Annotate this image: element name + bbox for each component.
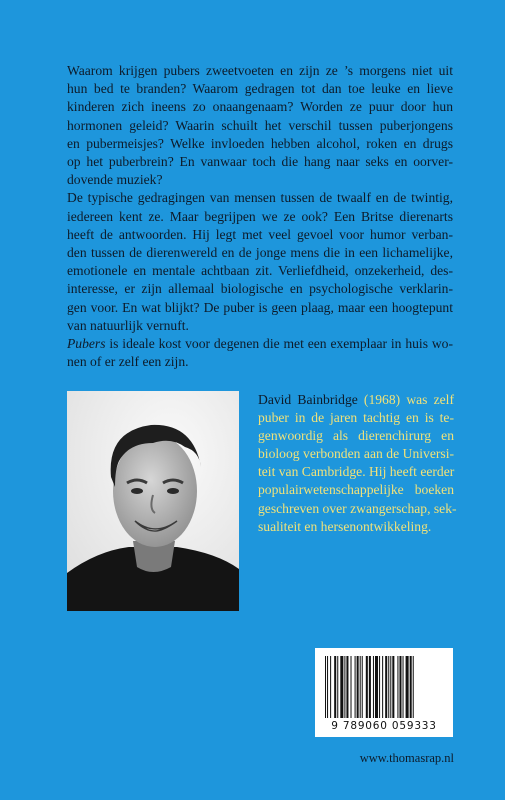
blurb-paragraph-1 [67, 62, 453, 189]
isbn-barcode [315, 648, 453, 737]
barcode-bar [366, 656, 368, 718]
isbn-number: 9 789060 059333 [331, 720, 437, 732]
barcode-bar [390, 656, 391, 718]
blurb-line: dovende muziek? [67, 172, 163, 188]
barcode-bar [403, 656, 404, 718]
barcode-bar [410, 656, 412, 718]
author-portrait-image [67, 391, 239, 611]
barcode-bar [385, 656, 387, 718]
blurb-line: nen of er zelf een zijn. [67, 354, 189, 370]
blurb-text: is ideale kost voor degenen die met een exemplaar in huis wo- [105, 336, 453, 352]
barcode-bars [325, 656, 443, 718]
barcode-bar [373, 656, 374, 718]
barcode-bar [406, 656, 409, 718]
barcode-bar [379, 656, 380, 718]
blurb-line: interesse, er zijn allemaal biologische en psychologische verklarin- [67, 281, 453, 297]
barcode-bar [362, 656, 363, 718]
bio-line: populairwetenschappelijke boeken [258, 482, 454, 498]
barcode-bar [399, 656, 401, 718]
blurb-line: De typische gedragingen van mensen tussen de twaalf en de twintig, [67, 190, 453, 206]
barcode-bar [351, 656, 352, 718]
barcode-bar [388, 656, 389, 718]
barcode-bar [344, 656, 345, 718]
blurb-line: emotionele en mentale achtbaan zit. Verliefdheid, onzekerheid, des- [67, 263, 453, 279]
bio-line: puber in de jaren tachtig en is te- [258, 410, 454, 426]
author-bio [258, 391, 457, 536]
bio-text: (1968) was zelf [357, 392, 454, 407]
bio-line [258, 391, 454, 409]
blurb-line: hun bed te branden? Waarom gedragen tot dan toe leuke en lieve [67, 81, 453, 97]
blurb-line: gen voor. En wat blijkt? De puber is geen plaag, maar een hoogtepunt [67, 299, 453, 315]
author-photo [67, 391, 239, 611]
blurb-line: hormonen geleid? Waarin schuilt het verschil tussen puberjongens [67, 117, 453, 133]
bio-line: geschreven over zwangerschap, sek- [258, 500, 457, 516]
blurb-paragraph-2 [67, 189, 453, 335]
blurb-line: Waarom krijgen pubers zweetvoeten en zijn ze ’s morgens niet uit [67, 63, 453, 78]
barcode-bar [340, 656, 343, 718]
blurb-line: iedereen kent ze. Maar begrijpen we ze ook? Een Britse dierenarts [67, 208, 453, 224]
book-title: Pubers [67, 336, 106, 352]
barcode-bar [382, 656, 383, 718]
blurb-line: op het puberbrein? En vanwaar toch die hang naar seks en oorver- [67, 154, 453, 170]
blurb-line: en pubermeisjes? Welke invloeden hebben alcohol, roken en drugs [67, 135, 453, 151]
barcode-bar [375, 656, 378, 718]
barcode-bar [330, 656, 331, 718]
bio-line: bioloog verbonden aan de Universi- [258, 446, 454, 462]
blurb-line: kinderen zich ineens zo onaangenaam? Worden ze puur door hun [67, 99, 453, 115]
blurb-line: den tussen de dierenwereld en de jonge mens die in een lichamelijke, [67, 245, 453, 261]
barcode-bar [392, 656, 394, 718]
barcode-bar [325, 656, 326, 718]
publisher-website: www.thomasrap.nl [359, 751, 454, 765]
blurb-paragraph-3 [67, 335, 453, 371]
barcode-bar [346, 656, 348, 718]
back-cover-blurb [67, 62, 453, 371]
bio-line: genwoordig als dierenchirurg en [258, 428, 454, 444]
barcode-bar [355, 656, 356, 718]
barcode-bar [413, 656, 414, 718]
barcode-bar [337, 656, 338, 718]
barcode-bar [369, 656, 371, 718]
blurb-line [67, 335, 453, 353]
barcode-bar [357, 656, 359, 718]
bio-line: sualiteit en hersenontwikkeling. [258, 518, 432, 534]
bio-line: teit van Cambridge. Hij heeft eerder [258, 464, 455, 480]
barcode-bar [334, 656, 336, 718]
author-name: David Bainbridge [258, 392, 358, 407]
barcode-bar [327, 656, 328, 718]
blurb-line: van natuurlijk vernuft. [67, 317, 189, 333]
blurb-line: heeft de antwoorden. Hij legt met veel gevoel voor humor verban- [67, 226, 453, 242]
barcode-bar [397, 656, 398, 718]
barcode-bar [360, 656, 361, 718]
